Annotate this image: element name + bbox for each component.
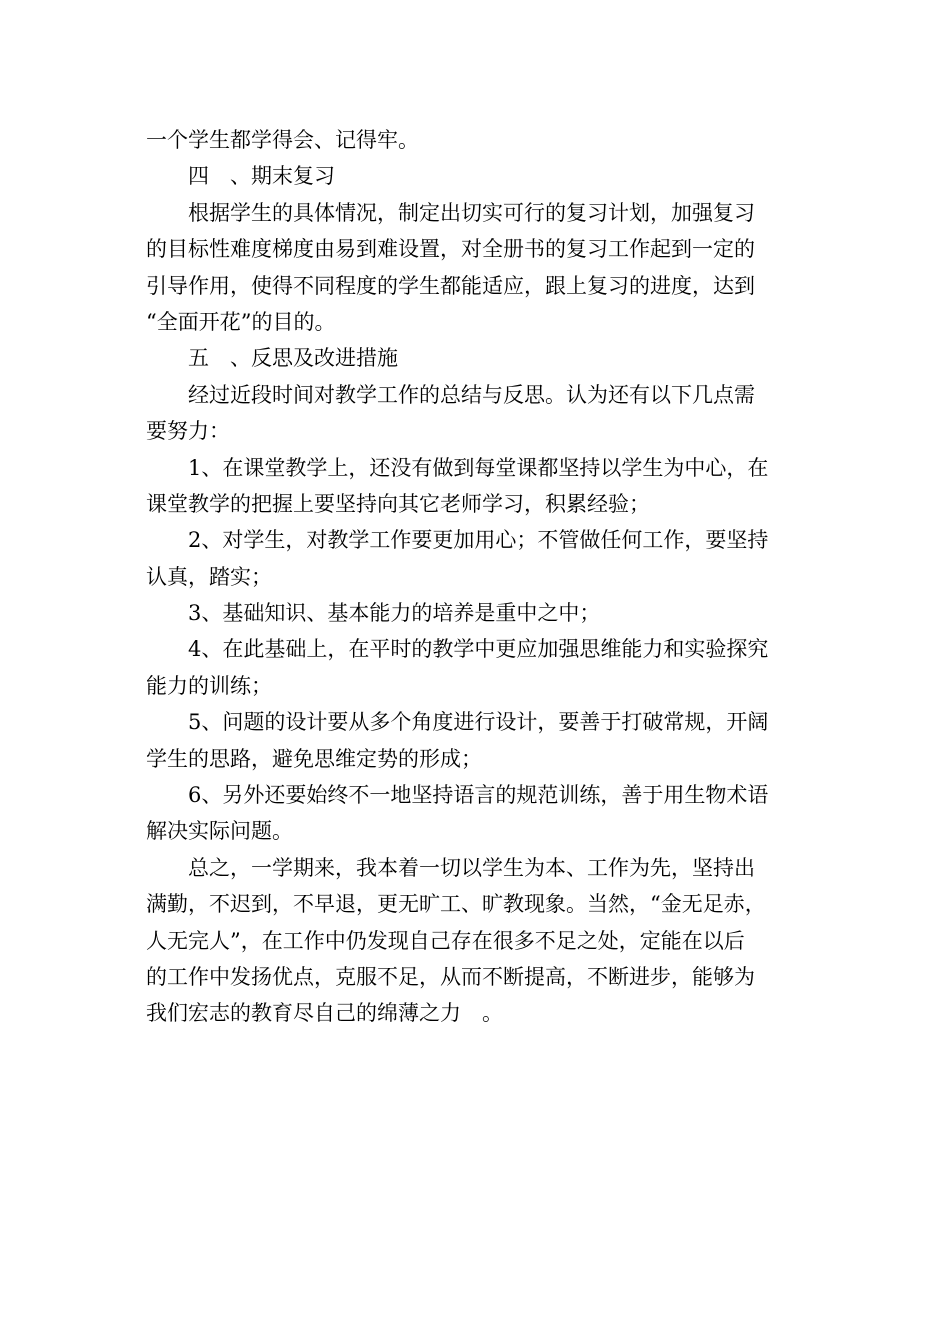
list-item-line: 课堂教学的把握上要坚持向其它老师学习，积累经验； <box>146 491 650 516</box>
paragraph-line: 满勤，不迟到，不早退，更无旷工、旷教现象。当然，“金无足赤， <box>146 892 766 917</box>
list-item-line: 能力的训练； <box>146 673 272 698</box>
paragraph-line: 要努力： <box>146 419 230 444</box>
paragraph-line: 经过近段时间对教学工作的总结与反思。认为还有以下几点需 <box>188 382 755 407</box>
paragraph-line: 的工作中发扬优点，克服不足，从而不断提高，不断进步，能够为 <box>146 964 755 989</box>
list-item-line: 1、在课堂教学上，还没有做到每堂课都坚持以学生为中心，在 <box>188 455 769 480</box>
paragraph-line: 人无完人”，在工作中仍发现自己存在很多不足之处，定能在以后 <box>146 928 745 953</box>
paragraph-line: 总之，一学期来，我本着一切以学生为本、工作为先，坚持出 <box>188 855 755 880</box>
list-item-line: 学生的思路，避免思维定势的形成； <box>146 746 482 771</box>
list-item-line: 解决实际问题。 <box>146 819 293 844</box>
paragraph-line: 我们宏志的教育尽自己的绵薄之力 。 <box>146 1001 503 1026</box>
paragraph-line: 根据学生的具体情况，制定出切实可行的复习计划，加强复习 <box>188 200 755 225</box>
list-item-line: 3、基础知识、基本能力的培养是重中之中； <box>188 601 601 626</box>
section-heading-final-review: 四 、期末复习 <box>188 164 335 189</box>
section-heading-reflection: 五 、反思及改进措施 <box>188 346 398 371</box>
paragraph-line: “全面开花”的目的。 <box>146 309 336 334</box>
paragraph-line: 一个学生都学得会、记得牢。 <box>146 128 419 152</box>
list-item-line: 认真，踏实； <box>146 564 272 589</box>
document-body <box>146 122 810 1032</box>
paragraph-line: 引导作用，使得不同程度的学生都能适应，跟上复习的进度，达到 <box>146 273 755 298</box>
list-item-line: 5、问题的设计要从多个角度进行设计，要善于打破常规，开阔 <box>188 710 769 735</box>
list-item-line: 2、对学生，对教学工作要更加用心；不管做任何工作，要坚持 <box>188 528 769 553</box>
list-item-line: 4、在此基础上，在平时的教学中更应加强思维能力和实验探究 <box>188 637 769 662</box>
paragraph-line: 的目标性难度梯度由易到难设置，对全册书的复习工作起到一定的 <box>146 237 755 262</box>
list-item-line: 6、另外还要始终不一地坚持语言的规范训练，善于用生物术语 <box>188 783 769 808</box>
